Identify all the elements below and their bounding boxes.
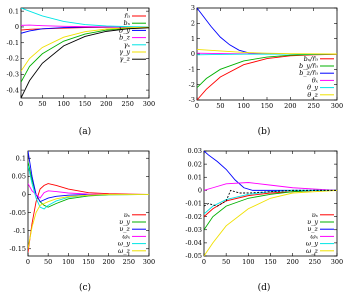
legend-label: b_y — [118, 26, 130, 35]
y-tick-label: -3 — [188, 96, 195, 105]
x-tick-label: 150 — [82, 258, 95, 266]
x-tick-label: 300 — [142, 100, 156, 108]
y-tick-label: -0.15 — [9, 244, 26, 253]
y-tick-label: -0.04 — [185, 239, 202, 248]
x-tick-label: 50 — [38, 100, 47, 108]
y-tick-label: 0.02 — [187, 160, 202, 169]
legend-label: ω_y — [305, 239, 318, 248]
series-line-2 — [197, 8, 337, 54]
y-tick-label: 3 — [190, 4, 195, 13]
x-tick-label: 100 — [62, 258, 75, 266]
x-tick-label: 50 — [216, 102, 225, 110]
legend-label: υ_z — [307, 225, 318, 234]
legend-label: r̄₀ — [124, 12, 130, 20]
legend-label: υ_y — [307, 218, 318, 226]
y-tick-label: -0.1 — [6, 38, 19, 47]
y-tick-label: 0 — [197, 186, 202, 195]
x-tick-label: 200 — [284, 102, 297, 110]
x-tick-label: 100 — [237, 102, 250, 110]
x-tick-label: 0 — [18, 100, 24, 108]
y-tick-label: 0 — [190, 50, 195, 59]
panel-caption: (d) — [257, 283, 271, 293]
x-tick-label: 250 — [121, 100, 134, 108]
legend-label: γ_z — [119, 55, 130, 64]
x-tick-label: 250 — [308, 258, 322, 266]
x-tick-label: 0 — [201, 258, 207, 266]
x-tick-label: 200 — [100, 100, 113, 108]
x-tick-label: 100 — [242, 258, 255, 266]
y-tick-label: 0.01 — [187, 173, 202, 182]
chart-panel-2 — [9, 151, 155, 293]
legend-label: ω_z — [306, 246, 318, 255]
x-tick-label: 100 — [57, 100, 70, 108]
plot-frame — [28, 151, 149, 256]
y-tick-label: 0.05 — [11, 172, 26, 181]
legend-label: θₓ — [311, 76, 318, 85]
x-tick-label: 300 — [330, 258, 344, 266]
legend-label: υₓ — [123, 210, 130, 219]
x-tick-label: 50 — [44, 258, 53, 266]
legend-label: θ_z — [307, 90, 318, 99]
legend-label: b_y/r̄₀ — [299, 62, 318, 70]
y-tick-label: -0.2 — [6, 54, 19, 63]
x-tick-label: 0 — [194, 102, 200, 110]
series-line-3 — [204, 183, 337, 191]
chart-panel-3 — [185, 147, 343, 293]
y-tick-label: -0.05 — [9, 208, 26, 217]
x-tick-label: 150 — [260, 102, 274, 110]
y-tick-label: -1 — [188, 65, 195, 74]
legend-label: υ_y — [119, 218, 130, 226]
panel-caption: (c) — [78, 283, 92, 293]
y-tick-label: -0.05 — [185, 252, 202, 261]
y-tick-label: 0 — [21, 190, 26, 199]
y-tick-label: -2 — [188, 80, 195, 89]
y-tick-label: 1 — [190, 34, 195, 43]
legend-label: θ_y — [307, 83, 318, 92]
y-tick-label: -0.02 — [185, 212, 202, 221]
y-tick-label: 0.1 — [8, 7, 19, 16]
legend-label: b_z — [119, 33, 130, 42]
y-tick-label: -0.4 — [6, 86, 19, 95]
chart-panel-0 — [6, 7, 155, 137]
y-tick-label: 2 — [190, 19, 195, 28]
y-tick-label: 0.03 — [187, 147, 202, 156]
panel-caption: (b) — [257, 127, 271, 137]
y-tick-label: -0.3 — [6, 70, 19, 79]
x-tick-label: 200 — [286, 258, 299, 266]
series-group — [28, 151, 149, 252]
y-tick-label: -0.01 — [185, 199, 202, 208]
legend-label: b_z/r̄₀ — [299, 69, 318, 78]
legend-label: ω_z — [118, 246, 130, 255]
x-tick-label: 150 — [78, 100, 92, 108]
panel-caption: (a) — [78, 127, 92, 137]
x-tick-label: 200 — [102, 258, 115, 266]
chart-panel-1 — [189, 4, 344, 137]
x-tick-label: 250 — [307, 102, 320, 110]
y-tick-label: -0.03 — [185, 225, 202, 234]
legend-label: bₓ — [123, 19, 130, 28]
legend-label: γ_y — [119, 48, 130, 56]
legend-label: υ_z — [119, 225, 130, 234]
legend-label: ωₓ — [310, 232, 318, 241]
legend-label: υₓ — [311, 210, 318, 219]
legend-label: ω_y — [117, 239, 130, 248]
series-line-5 — [28, 194, 149, 248]
legend-label: ωₓ — [122, 232, 130, 241]
x-tick-label: 300 — [142, 258, 156, 266]
x-tick-label: 50 — [222, 258, 231, 266]
x-tick-label: 150 — [264, 258, 277, 266]
legend-label: γₓ — [123, 40, 130, 49]
x-tick-label: 300 — [330, 102, 344, 110]
x-tick-label: 250 — [122, 258, 136, 266]
legend-label: bₓ/r̄₀ — [303, 54, 318, 63]
y-tick-label: -0.1 — [13, 226, 26, 235]
y-tick-label: 0 — [14, 23, 19, 32]
x-tick-label: 0 — [25, 258, 31, 266]
y-tick-label: 0.1 — [15, 154, 26, 163]
